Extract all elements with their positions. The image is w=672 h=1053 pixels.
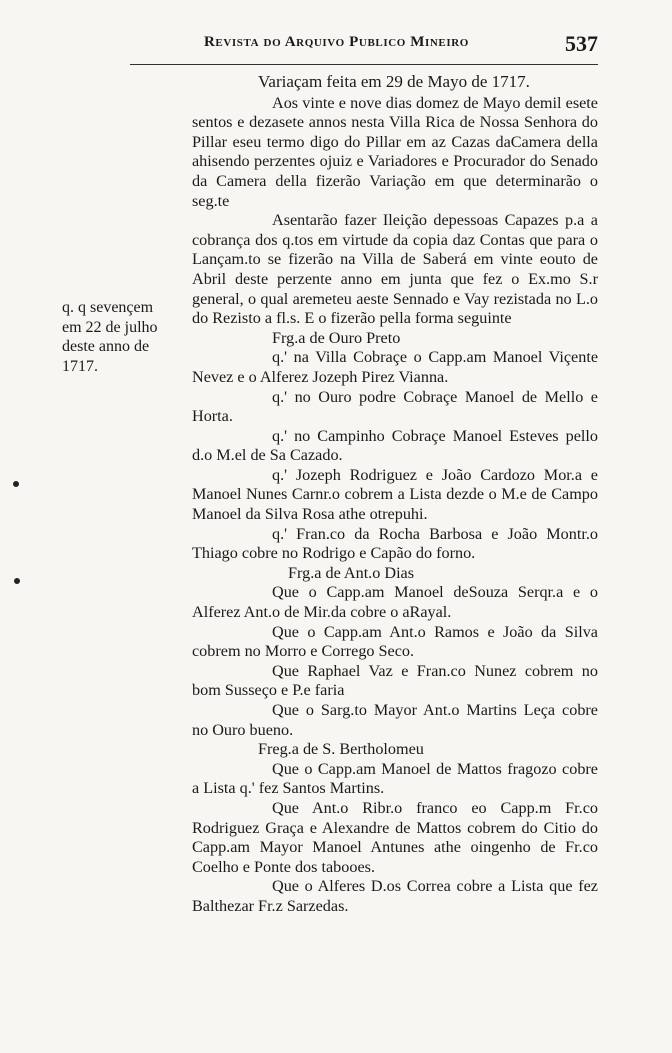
header-rule [130,64,598,65]
entry: q.' Jozeph Rodriguez e João Cardozo Mor.a e Manoel Nunes Carnr.o cobrem a Lista dezde o M.e de Campo Manoel da Silva Rosa athe otrepuhi. [192,465,598,524]
section-heading: Freg.a de S. Bertholomeu [258,740,424,759]
margin-note-line: deste anno de [62,338,150,356]
paragraph: Asentarão fazer Ileição depessoas Capazes p.a a cobrança dos q.tos em virtude da copia daz Contas que para o Lançam.to se fizerão na Villa de Saberá em vinte eouto de Abril deste perzente anno em junta que fez o Ex.mo S.r general, o qual aremeteu aeste Sennado e Vay rezistada no L.o do Rezisto a fl.s. E o fizerão pella forma seguinte [192,211,598,328]
margin-bullet [14,578,20,584]
entry: Que o Sarg.to Mayor Ant.o Martins Leça cobre no Ouro bueno. [192,701,598,739]
margin-note [62,298,184,376]
page-number: 537 [565,31,598,56]
entry: q.' Fran.co da Rocha Barbosa e João Montr.o Thiago cobre no Rodrigo e Capão do forno. [192,524,598,563]
entry: Que o Capp.am Manoel deSouza Serqr.a e o Alferez Ant.o de Mir.da cobre o aRayal. [192,583,598,622]
margin-note-line: em 22 de julho [62,318,158,336]
section-heading: Frg.a de Ant.o Dias [288,563,415,582]
margin-note-line: q. q sevençem [62,299,154,316]
entry: q.' na Villa Cobraçe o Capp.am Manoel Viçente Nevez e o Alferez Jozeph Pirez Vianna. [192,348,598,386]
document-body [192,72,598,917]
page-header [198,31,598,58]
running-title: Revista do Arquivo Publico Mineiro [204,34,469,50]
entry: Que o Alferes D.os Correa cobre a Lista que fez Balthezar Fr.z Sarzedas. [192,877,598,915]
entry: Que o Capp.am Manoel de Mattos fragozo cobre a Lista q.' fez Santos Martins. [192,759,598,798]
entry: Que o Capp.am Ant.o Ramos e João da Silva cobrem no Morro e Corrego Seco. [192,622,598,661]
entry: Que Raphael Vaz e Fran.co Nunez cobrem no bom Susseço e P.e faria [192,661,598,700]
margin-bullet [13,481,19,487]
entry: q.' no Campinho Cobraçe Manoel Esteves pello d.o M.el de Sa Cazado. [192,426,598,465]
section-heading: Frg.a de Ouro Preto [272,328,401,347]
entry: Que Ant.o Ribr.o franco eo Capp.m Fr.co Rodriguez Graça e Alexandre de Mattos cobrem do Citio do Capp.am Mayor Manoel Antunes athe oingenho de Fr.co Coelho e Ponte dos tabooes. [192,798,598,876]
document-title: Variaçam feita em 29 de Mayo de 1717. [258,72,530,91]
paragraph: Aos vinte e nove dias domez de Mayo demil esete sentos e dezasete annos nesta Villa Rica de Nossa Senhora do Pillar eseu termo digo do Pillar em az Cazas daCamera della ahisendo perzentes ojuiz e Variadores e Procurador do Senado da Camera della fizerão Variação em que determinarão o seg.te [192,93,598,210]
entry: q.' no Ouro podre Cobraçe Manoel de Mello e Horta. [192,387,598,426]
margin-note-line: 1717. [62,357,98,375]
